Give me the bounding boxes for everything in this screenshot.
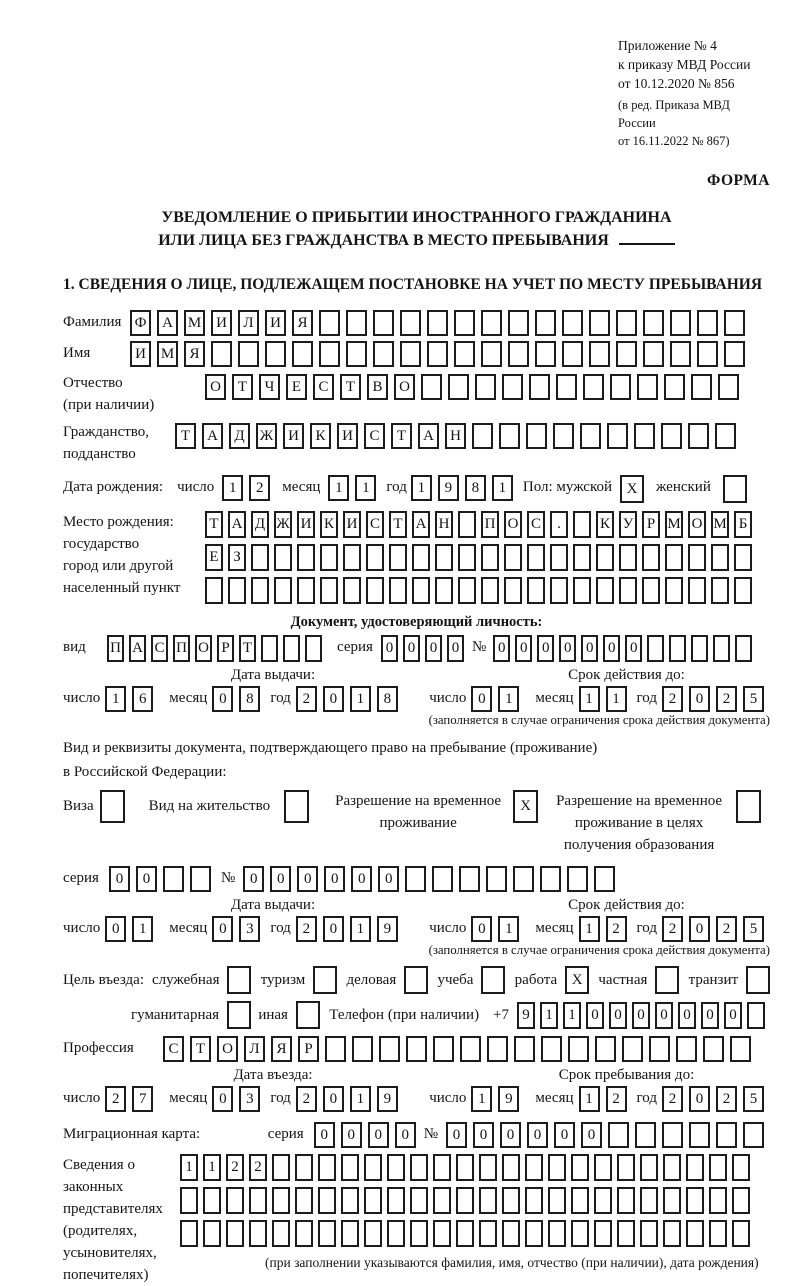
stay-month-cells[interactable]: 1 2 [579,1086,633,1112]
citizenship-cells[interactable]: Т А Д Ж И К И С Т А Н [175,423,742,449]
phone-cells[interactable]: 9 1 1 0 0 0 0 0 0 0 [517,1002,770,1029]
resident-number-cells[interactable]: 0 0 0 0 0 0 [243,866,621,892]
resident-series-label: серия [63,870,99,886]
purpose-business-checkbox[interactable] [227,966,251,994]
month-label: месяц [169,1090,208,1106]
purpose-opt-label: деловая [346,971,397,988]
purpose-opt-label: транзит [688,971,739,988]
patronymic-label: Отчество (при наличии) [63,375,155,413]
month-label: месяц [169,920,208,936]
doc-series-cells[interactable]: 0 0 0 0 [381,635,469,662]
birth-place-row [63,511,770,610]
month-label: месяц [535,690,574,706]
resident-valid-date [429,916,770,942]
sex-female-label: женский [656,479,711,495]
purpose-opt-label: туризм [260,971,306,988]
entry-date-titles [63,1067,770,1084]
surname-cells[interactable]: Ф А М И Л И Я [130,310,751,336]
representatives-line2[interactable] [180,1187,755,1214]
stay-day-cells[interactable]: 1 9 [471,1086,525,1112]
birth-year-cells[interactable]: 1 9 8 1 [411,475,519,501]
birth-day-label: число [177,479,215,495]
resident-doc-intro-line1: Вид и реквизиты документа, подтверждающего право на пребывание (проживание) [63,740,598,756]
birth-place-cells [205,511,757,610]
resident-doc-options [63,790,770,856]
migration-card-label: Миграционная карта: [63,1126,201,1142]
resident-issue-date [63,916,429,942]
residence-permit-label: Вид на жительство [148,798,271,814]
resident-issue-day-cells[interactable]: 0 1 [105,916,159,942]
stay-year-cells[interactable]: 2 0 2 5 [662,1086,770,1112]
doc-kind-cells[interactable]: П А С П О Р Т [107,635,327,662]
given-name-label: Имя [63,345,91,361]
temp-residence-edu-checkbox[interactable] [736,790,761,823]
patronymic-cells[interactable]: О Т Ч Е С Т В О [205,374,745,400]
section1-heading: 1. СВЕДЕНИЯ О ЛИЦЕ, ПОДЛЕЖАЩЕМ ПОСТАНОВКЕ НА УЧЕТ ПО МЕСТУ ПРЕБЫВАНИЯ [63,276,763,293]
year-label: год [636,920,657,936]
edition-lines: (в ред. Приказа МВД России от 16.11.2022 № 867) [618,98,730,148]
patronymic-row [63,372,770,416]
doc-kind-label: вид [63,639,86,655]
profession-label: Профессия [63,1040,134,1056]
purpose-opt-label: гуманитарная [131,1006,220,1023]
migration-number-label: № [423,1126,438,1142]
phone-label: Телефон (при наличии) [329,1006,480,1023]
resident-series-cells[interactable]: 0 0 [109,866,217,892]
birth-month-cells[interactable]: 1 1 [328,475,382,501]
visa-label: Виза [63,798,94,814]
entry-month-cells[interactable]: 0 3 [212,1086,266,1112]
day-label: число [63,690,101,706]
identity-doc-heading: Документ, удостоверяющий личность: [290,614,543,630]
identity-doc-date-titles [63,667,770,684]
representatives-line3[interactable] [180,1220,755,1247]
day-label: число [429,690,467,706]
given-name-cells[interactable]: И М Я [130,341,751,367]
purpose-opt-label: работа [514,971,558,988]
entry-day-cells[interactable]: 2 7 [105,1086,159,1112]
surname-row [63,310,770,336]
representatives-cells [180,1154,759,1271]
citizenship-label: Гражданство, подданство [63,424,150,462]
purpose-label: Цель въезда: [63,971,144,988]
temp-residence-checkbox[interactable]: X [513,790,538,823]
stay-until-title: Срок пребывания до: [558,1067,695,1083]
citizenship-row [63,421,770,465]
resident-issue-year-cells[interactable]: 2 0 1 9 [296,916,404,942]
purpose-row2 [63,1001,770,1029]
birth-place-line3[interactable] [205,577,757,604]
phone-prefix: +7 [493,1006,509,1023]
purpose-tourism-checkbox[interactable] [313,966,337,994]
sex-female-checkbox[interactable] [723,475,747,503]
purpose-study-checkbox[interactable] [481,966,505,994]
purpose-other-checkbox[interactable] [296,1001,320,1029]
day-label: число [63,920,101,936]
purpose-opt-label: частная [598,971,648,988]
doc-valid-note: (заполняется в случае ограничения срока действия документа) [428,713,770,727]
doc-issue-year-cells[interactable]: 2 0 1 8 [296,686,404,712]
day-label: число [63,1090,101,1106]
year-label: год [270,690,291,706]
stay-until-date [429,1086,770,1112]
purpose-humanitarian-checkbox[interactable] [227,1001,251,1029]
resident-issue-title: Дата выдачи: [230,897,316,913]
title-blank-line [619,243,675,245]
birth-place-line1[interactable]: Т А Д Ж И К И С Т А Н П О С . К У Р М О М Б [205,511,757,538]
entry-dates-row [63,1086,770,1112]
entry-year-cells[interactable]: 2 0 1 9 [296,1086,404,1112]
resident-doc-intro-line2: в Российской Федерации: [63,764,227,780]
doc-series-label: серия [337,639,373,655]
identity-doc-row [63,635,770,662]
form-title-line2: ИЛИ ЛИЦА БЕЗ ГРАЖДАНСТВА В МЕСТО ПРЕБЫВАНИЯ [63,229,770,252]
resident-valid-year-cells[interactable]: 2 0 2 5 [662,916,770,942]
doc-number-cells[interactable]: 0 0 0 0 0 0 0 [493,635,757,662]
year-label: год [636,1090,657,1106]
migration-card-row [63,1122,770,1148]
sex-male-checkbox[interactable]: X [620,475,644,503]
day-label: число [429,920,467,936]
purpose-commercial-checkbox[interactable] [404,966,428,994]
representatives-line1[interactable]: 1 1 2 2 [180,1154,755,1181]
migration-series-label: серия [267,1126,304,1142]
purpose-opt-label: учеба [437,971,474,988]
resident-issue-month-cells[interactable]: 0 3 [212,916,266,942]
appendix-header [618,36,770,150]
doc-issue-day-cells[interactable]: 1 6 [105,686,159,712]
doc-valid-month-cells[interactable]: 1 1 [579,686,633,712]
residence-permit-checkbox[interactable] [284,790,309,823]
doc-issue-title: Дата выдачи: [230,667,316,683]
visa-checkbox[interactable] [100,790,125,823]
doc-valid-title: Срок действия до: [568,667,685,683]
purpose-work-checkbox[interactable]: X [565,966,589,994]
entry-date [63,1086,429,1112]
temp-residence-edu-label: Разрешение на временное проживание в целях получения образования [556,793,723,853]
doc-issue-month-cells[interactable]: 0 8 [212,686,266,712]
form-title [63,206,770,252]
profession-cells[interactable]: С Т О Л Я Р [163,1036,757,1062]
representatives-label: Сведения о законных представителях (родителях, усыновителях, попечителях) [63,1157,163,1283]
doc-number-label: № [471,639,487,655]
form-title-line1: УВЕДОМЛЕНИЕ О ПРИБЫТИИ ИНОСТРАННОГО ГРАЖДАНИНА [161,209,672,226]
purpose-private-checkbox[interactable] [655,966,679,994]
birth-place-label: Место рождения: государство город или другой населенный пункт [63,514,181,596]
identity-doc-dates-row [63,686,770,712]
purpose-opt-label: иная [258,1006,288,1023]
month-label: месяц [535,920,574,936]
birth-date-row [63,475,770,503]
month-label: месяц [535,1090,574,1106]
purpose-transit-checkbox[interactable] [746,966,770,994]
representatives-note: (при заполнении указываются фамилия, имя, отчество (при наличии), дата рождения) [265,1255,759,1270]
year-label: год [270,920,291,936]
doc-valid-year-cells[interactable]: 2 0 2 5 [662,686,770,712]
resident-doc-dates-row [63,916,770,942]
year-label: год [636,690,657,706]
representatives-row [63,1154,770,1286]
entry-date-title: Дата въезда: [233,1067,313,1083]
resident-doc-date-titles [63,897,770,914]
year-label: год [270,1090,291,1106]
resident-number-label: № [220,870,236,886]
purpose-row1 [63,966,770,994]
doc-issue-date [63,686,429,712]
birth-year-label: год [386,479,407,495]
doc-valid-day-cells[interactable]: 0 1 [471,686,525,712]
temp-residence-label: Разрешение на временное проживание [335,793,502,831]
resident-valid-day-cells[interactable]: 0 1 [471,916,525,942]
birth-day-cells[interactable]: 1 2 [222,475,276,501]
birth-place-line2[interactable]: Е З [205,544,757,571]
migration-series-cells[interactable]: 0 0 0 0 [314,1122,422,1148]
appendix-lines: Приложение № 4 к приказу МВД России от 10.12.2020 № 856 [618,38,751,91]
month-label: месяц [169,690,208,706]
sex-label: Пол: мужской [522,479,613,495]
resident-valid-month-cells[interactable]: 1 2 [579,916,633,942]
profession-row [63,1036,770,1062]
day-label: число [429,1090,467,1106]
resident-valid-note: (заполняется в случае ограничения срока действия документа) [428,943,770,957]
resident-doc-series-row [63,866,770,892]
given-name-row [63,341,770,367]
birth-date-label: Дата рождения: [63,479,164,495]
surname-label: Фамилия [63,314,122,330]
doc-valid-date [429,686,770,712]
resident-valid-title: Срок действия до: [568,897,685,913]
form-label: ФОРМА [706,172,770,189]
migration-number-cells[interactable]: 0 0 0 0 0 0 [446,1122,770,1148]
birth-month-label: месяц [282,479,321,495]
resident-doc-intro [63,736,770,784]
purpose-opt-label: служебная [151,971,220,988]
